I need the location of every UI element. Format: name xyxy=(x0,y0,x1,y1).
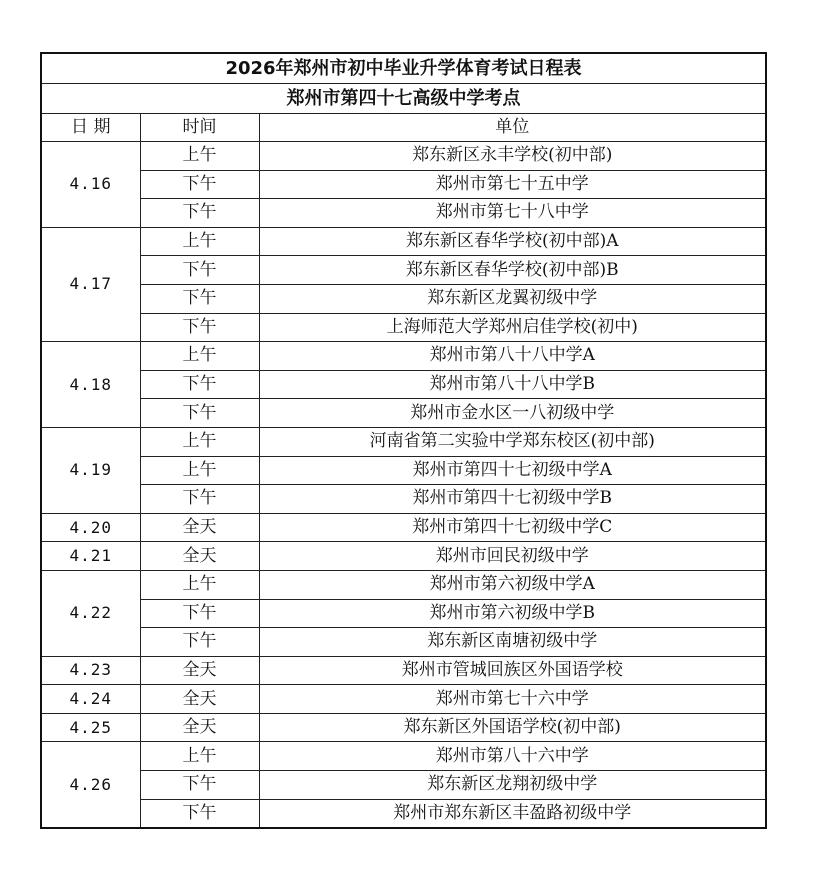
date-cell: 4.19 xyxy=(41,427,140,513)
header-time: 时间 xyxy=(140,114,259,142)
time-cell: 全天 xyxy=(140,513,259,542)
time-cell: 下午 xyxy=(140,199,259,228)
unit-cell: 郑州市金水区一八初级中学 xyxy=(259,399,766,428)
table-row xyxy=(41,399,766,428)
table-row xyxy=(41,685,766,714)
table-row xyxy=(41,199,766,228)
date-cell: 4.20 xyxy=(41,513,140,542)
date-cell: 4.23 xyxy=(41,656,140,685)
unit-cell: 郑东新区外国语学校(初中部) xyxy=(259,713,766,742)
time-cell: 下午 xyxy=(140,170,259,199)
time-cell: 下午 xyxy=(140,771,259,800)
table-row xyxy=(41,513,766,542)
unit-cell: 郑州市第四十七初级中学B xyxy=(259,485,766,514)
time-cell: 上午 xyxy=(140,570,259,599)
table-row xyxy=(41,742,766,771)
header-unit: 单位 xyxy=(259,114,766,142)
time-cell: 上午 xyxy=(140,227,259,256)
table-row xyxy=(41,256,766,285)
table-row xyxy=(41,656,766,685)
table-row xyxy=(41,284,766,313)
time-cell: 下午 xyxy=(140,370,259,399)
table-row xyxy=(41,599,766,628)
time-cell: 下午 xyxy=(140,799,259,828)
time-cell: 上午 xyxy=(140,427,259,456)
date-cell: 4.17 xyxy=(41,227,140,341)
table-row xyxy=(41,456,766,485)
unit-cell: 郑州市第七十八中学 xyxy=(259,199,766,228)
time-cell: 上午 xyxy=(140,342,259,371)
table-row xyxy=(41,227,766,256)
time-cell: 下午 xyxy=(140,284,259,313)
unit-cell: 郑东新区春华学校(初中部)A xyxy=(259,227,766,256)
table-row xyxy=(41,542,766,571)
table-row xyxy=(41,570,766,599)
header-row xyxy=(41,114,766,142)
subtitle-row xyxy=(41,84,766,114)
date-cell: 4.18 xyxy=(41,342,140,428)
header-date: 日 期 xyxy=(41,114,140,142)
exam-schedule-table xyxy=(40,52,767,829)
unit-cell: 郑东新区龙翼初级中学 xyxy=(259,284,766,313)
time-cell: 上午 xyxy=(140,142,259,171)
unit-cell: 郑州市回民初级中学 xyxy=(259,542,766,571)
table-row xyxy=(41,342,766,371)
time-cell: 下午 xyxy=(140,399,259,428)
table-row xyxy=(41,313,766,342)
unit-cell: 郑州市第四十七初级中学A xyxy=(259,456,766,485)
table-title: 2026年郑州市初中毕业升学体育考试日程表 xyxy=(41,53,766,84)
date-cell: 4.22 xyxy=(41,570,140,656)
time-cell: 上午 xyxy=(140,742,259,771)
title-row xyxy=(41,53,766,84)
unit-cell: 郑东新区永丰学校(初中部) xyxy=(259,142,766,171)
time-cell: 下午 xyxy=(140,485,259,514)
table-row xyxy=(41,485,766,514)
time-cell: 全天 xyxy=(140,542,259,571)
unit-cell: 郑州市第八十八中学A xyxy=(259,342,766,371)
table-row xyxy=(41,713,766,742)
unit-cell: 郑州市第八十八中学B xyxy=(259,370,766,399)
date-cell: 4.24 xyxy=(41,685,140,714)
unit-cell: 郑东新区南塘初级中学 xyxy=(259,628,766,657)
unit-cell: 上海师范大学郑州启佳学校(初中) xyxy=(259,313,766,342)
table-row xyxy=(41,370,766,399)
unit-cell: 郑州市管城回族区外国语学校 xyxy=(259,656,766,685)
table-row xyxy=(41,771,766,800)
time-cell: 全天 xyxy=(140,685,259,714)
time-cell: 全天 xyxy=(140,713,259,742)
unit-cell: 郑州市第七十六中学 xyxy=(259,685,766,714)
unit-cell: 河南省第二实验中学郑东校区(初中部) xyxy=(259,427,766,456)
time-cell: 下午 xyxy=(140,256,259,285)
time-cell: 上午 xyxy=(140,456,259,485)
date-cell: 4.26 xyxy=(41,742,140,828)
time-cell: 下午 xyxy=(140,628,259,657)
time-cell: 下午 xyxy=(140,313,259,342)
table-row xyxy=(41,142,766,171)
time-cell: 全天 xyxy=(140,656,259,685)
table-row xyxy=(41,628,766,657)
date-cell: 4.25 xyxy=(41,713,140,742)
date-cell: 4.21 xyxy=(41,542,140,571)
date-cell: 4.16 xyxy=(41,142,140,228)
unit-cell: 郑州市第六初级中学A xyxy=(259,570,766,599)
unit-cell: 郑州市第八十六中学 xyxy=(259,742,766,771)
time-cell: 下午 xyxy=(140,599,259,628)
schedule-body xyxy=(41,53,766,828)
unit-cell: 郑州市郑东新区丰盈路初级中学 xyxy=(259,799,766,828)
table-row xyxy=(41,799,766,828)
unit-cell: 郑东新区龙翔初级中学 xyxy=(259,771,766,800)
table-row xyxy=(41,427,766,456)
unit-cell: 郑州市第六初级中学B xyxy=(259,599,766,628)
unit-cell: 郑州市第四十七初级中学C xyxy=(259,513,766,542)
unit-cell: 郑州市第七十五中学 xyxy=(259,170,766,199)
table-row xyxy=(41,170,766,199)
unit-cell: 郑东新区春华学校(初中部)B xyxy=(259,256,766,285)
table-subtitle: 郑州市第四十七高级中学考点 xyxy=(41,84,766,114)
